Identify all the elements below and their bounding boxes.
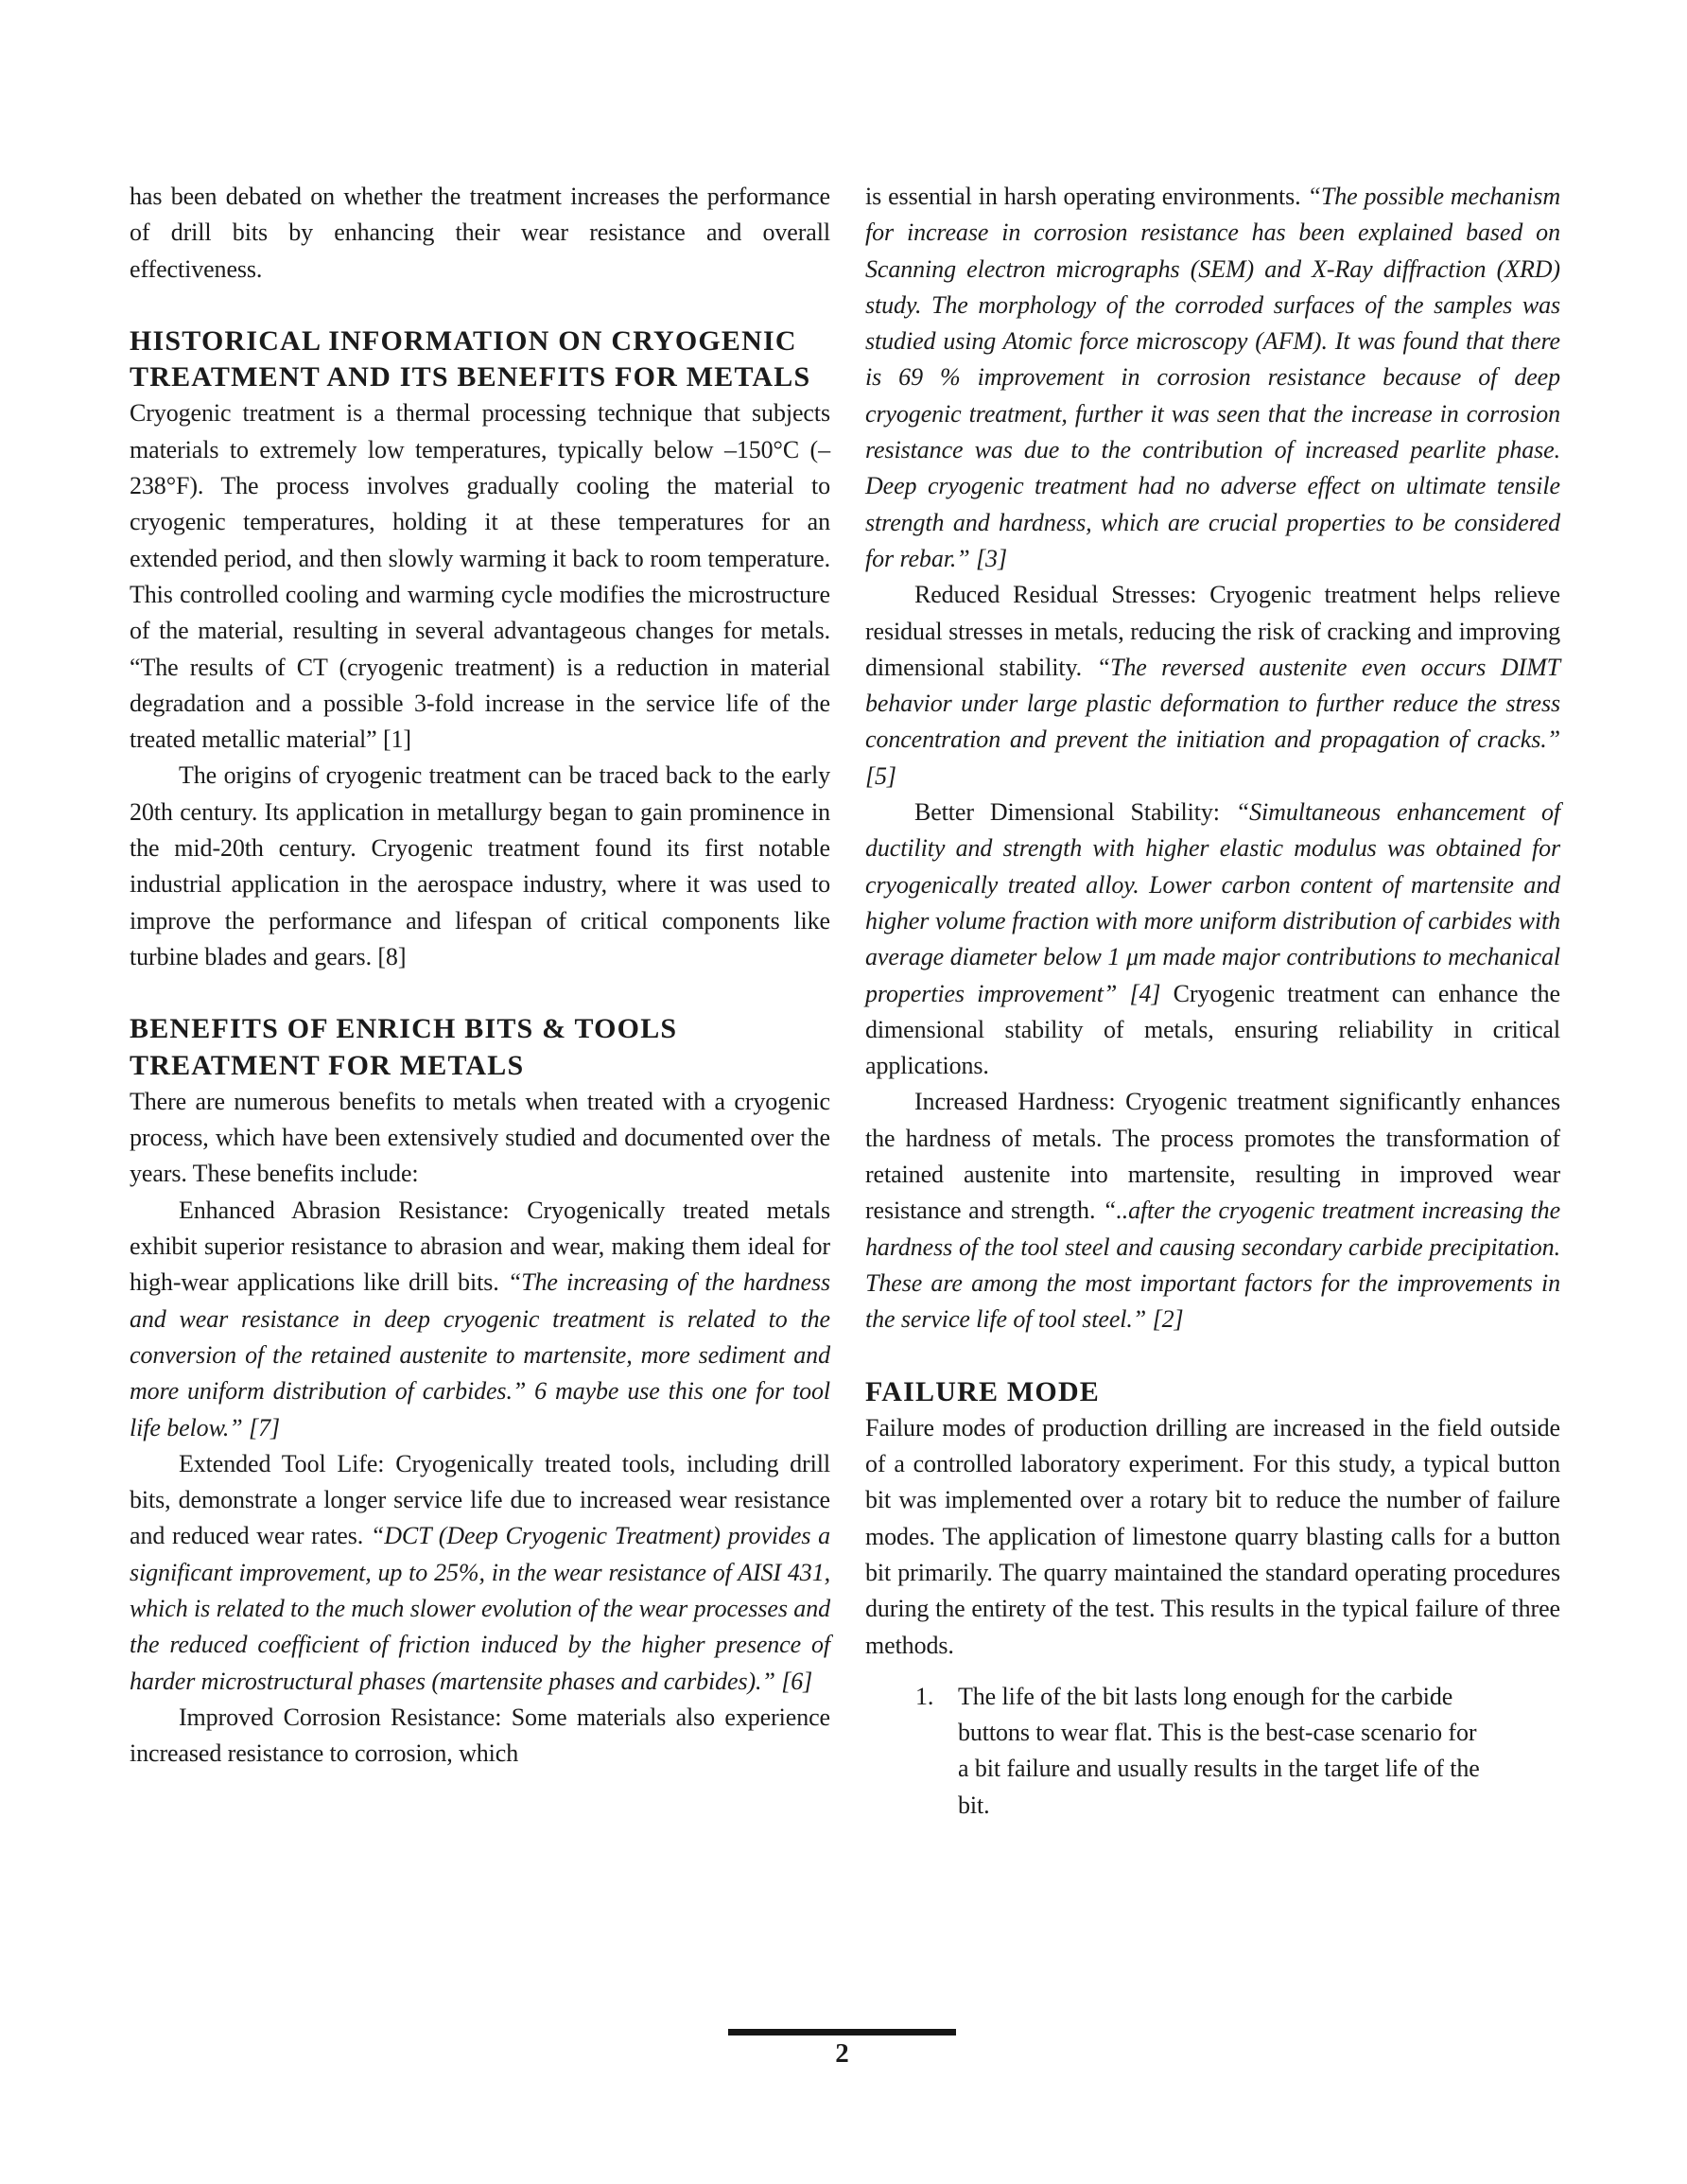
- quote-text: “The increasing of the hardness and wear resistance in deep cryogenic treatment is related to the conversion of the retained austenite to martensite, more sediment and more uniform distribution of carbides.” 6 maybe use this one for tool life below.” [7]: [130, 1268, 830, 1441]
- body-text: is essential in harsh operating environments.: [865, 183, 1308, 210]
- quote-text: “Simultaneous enhancement of ductility and strength with higher elastic modulus was obtained for cryogenically treated alloy. Lower carbon content of martensite and higher volume fraction with more uniform distribution of carbides with average diameter below 1 μm made major contributions to mechanical properties improvement” [4]: [865, 798, 1560, 1007]
- list-item-text: [958, 1679, 1489, 1824]
- body-text: Extended Tool Life: Cryogenically treated tools, including drill bits, demonstrate a longer service life due to increased wear resistance and reduced wear rates.: [130, 1449, 830, 1550]
- section-heading: HISTORICAL INFORMATION ON CRYOGENIC TREATMENT AND ITS BENEFITS FOR METALS: [130, 324, 811, 393]
- quote-text: “The possible mechanism for increase in corrosion resistance has been explained based on Scanning electron micrographs (SEM) and X-Ray diffraction (XRD) study. The morphology of the corroded surfaces of the samples was studied using Atomic force microscopy (AFM). It was found that there is 69 % improvement in corrosion resistance because of deep cryogenic treatment, further it was seen that the increase in corrosion resistance was due to the contribution of increased pearlite phase. Deep cryogenic treatment had no adverse effect on ultimate tensile strength and hardness, which are crucial properties to be considered for rebar.” [3]: [865, 183, 1560, 572]
- paragraph: [130, 179, 830, 288]
- paragraph: [130, 1700, 830, 1773]
- body-text: Increased Hardness: Cryogenic treatment significantly enhances the hardness of metals. The process promotes the transformation of retained austenite into martensite, resulting in improved wear resistance and strength.: [865, 1088, 1560, 1225]
- quote-text: “DCT (Deep Cryogenic Treatment) provides a significant improvement, up to 25%, in the wear resistance of AISI 431, which is related to the much slower evolution of the wear processes and the reduced coefficient of friction induced by the higher presence of harder microstructural phases (martensite phases and carbides).” [6]: [130, 1522, 831, 1695]
- paragraph: [130, 758, 830, 975]
- body-text: Reduced Residual Stresses: Cryogenic treatment helps relieve residual stresses in metals, reducing the risk of cracking and improving dimensional stability.: [865, 581, 1560, 681]
- body-text: Failure modes of production drilling are increased in the field outside of a controlled laboratory experiment. For this study, a typical button bit was implemented over a rotary bit to reduce the number of failure modes. The application of limestone quarry blasting calls for a button bit primarily. The quarry maintained the standard operating procedures during the entirety of the test. This results in the typical failure of three methods.: [865, 1413, 1560, 1659]
- body-text: There are numerous benefits to metals when treated with a cryogenic process, which have been extensively studied and documented over the years. These benefits include:: [130, 1087, 830, 1188]
- footer-rule: [728, 2029, 956, 2035]
- body-text: Cryogenic treatment is a thermal processing technique that subjects materials to extremely low temperatures, typically below –150°C (–238°F). The process involves gradually cooling the material to cryogenic temperatures, holding it at these temperatures for an extended period, and then slowly warming it back to room temperature. This controlled cooling and warming cycle modifies the microstructure of the material, resulting in several advantageous changes for metals. “The results of CT (cryogenic treatment) is a reduction in material degradation and a possible 3-fold increase in the service life of the treated metallic material” [1]: [130, 399, 830, 754]
- list-marker: 1.: [915, 1682, 934, 1710]
- paragraph: [865, 1410, 1560, 1664]
- right-column: [865, 179, 1560, 1824]
- body-text: Cryogenic treatment can enhance the dimensional stability of metals, ensuring reliability in critical applications.: [865, 979, 1561, 1080]
- paragraph: [130, 1084, 830, 1193]
- body-text: Improved Corrosion Resistance: Some materials also experience increased resistance to corrosion, which: [130, 1703, 830, 1768]
- body-text: The origins of cryogenic treatment can be traced back to the early 20th century. Its application in metallurgy began to gain prominence in the mid-20th century. Cryogenic treatment found its first notable industrial application in the aerospace industry, where it was used to improve the performance and lifespan of critical components like turbine blades and gears. [8]: [130, 761, 830, 970]
- numbered-list-item: [915, 1679, 1560, 1824]
- paragraph: [130, 1446, 830, 1700]
- body-text: Enhanced Abrasion Resistance: Cryogenically treated metals exhibit superior resistance to abrasion and wear, making them ideal for high-wear applications like drill bits.: [130, 1196, 830, 1297]
- section-heading: BENEFITS OF ENRICH BITS & TOOLS TREATMENT FOR METALS: [130, 1013, 678, 1081]
- left-column: [130, 179, 830, 1772]
- body-text: has been debated on whether the treatment increases the performance of drill bits by enhancing their wear resistance and overall effectiveness.: [130, 183, 830, 283]
- paragraph: [865, 577, 1560, 795]
- paragraph: [130, 395, 830, 758]
- paragraph: [130, 1193, 830, 1446]
- section-heading: FAILURE MODE: [865, 1375, 1101, 1407]
- quote-text: “The reversed austenite even occurs DIMT behavior under large plastic deformation to further reduce the stress concentration and prevent the initiation and propagation of cracks.” [5]: [865, 653, 1560, 790]
- page-number: 2: [835, 2038, 849, 2069]
- paragraph: [865, 795, 1560, 1084]
- paragraph: [865, 179, 1560, 577]
- quote-text: “..after the cryogenic treatment increasing the hardness of the tool steel and causing secondary carbide precipitation. These are among the most important factors for the improvements in the service life of tool steel.” [2]: [865, 1197, 1561, 1334]
- body-text: Better Dimensional Stability:: [914, 798, 1236, 827]
- paragraph: [865, 1084, 1560, 1337]
- body-text: The life of the bit lasts long enough for the carbide buttons to wear flat. This is the best-case scenario for a bit failure and usually results in the target life of the bit.: [958, 1682, 1480, 1819]
